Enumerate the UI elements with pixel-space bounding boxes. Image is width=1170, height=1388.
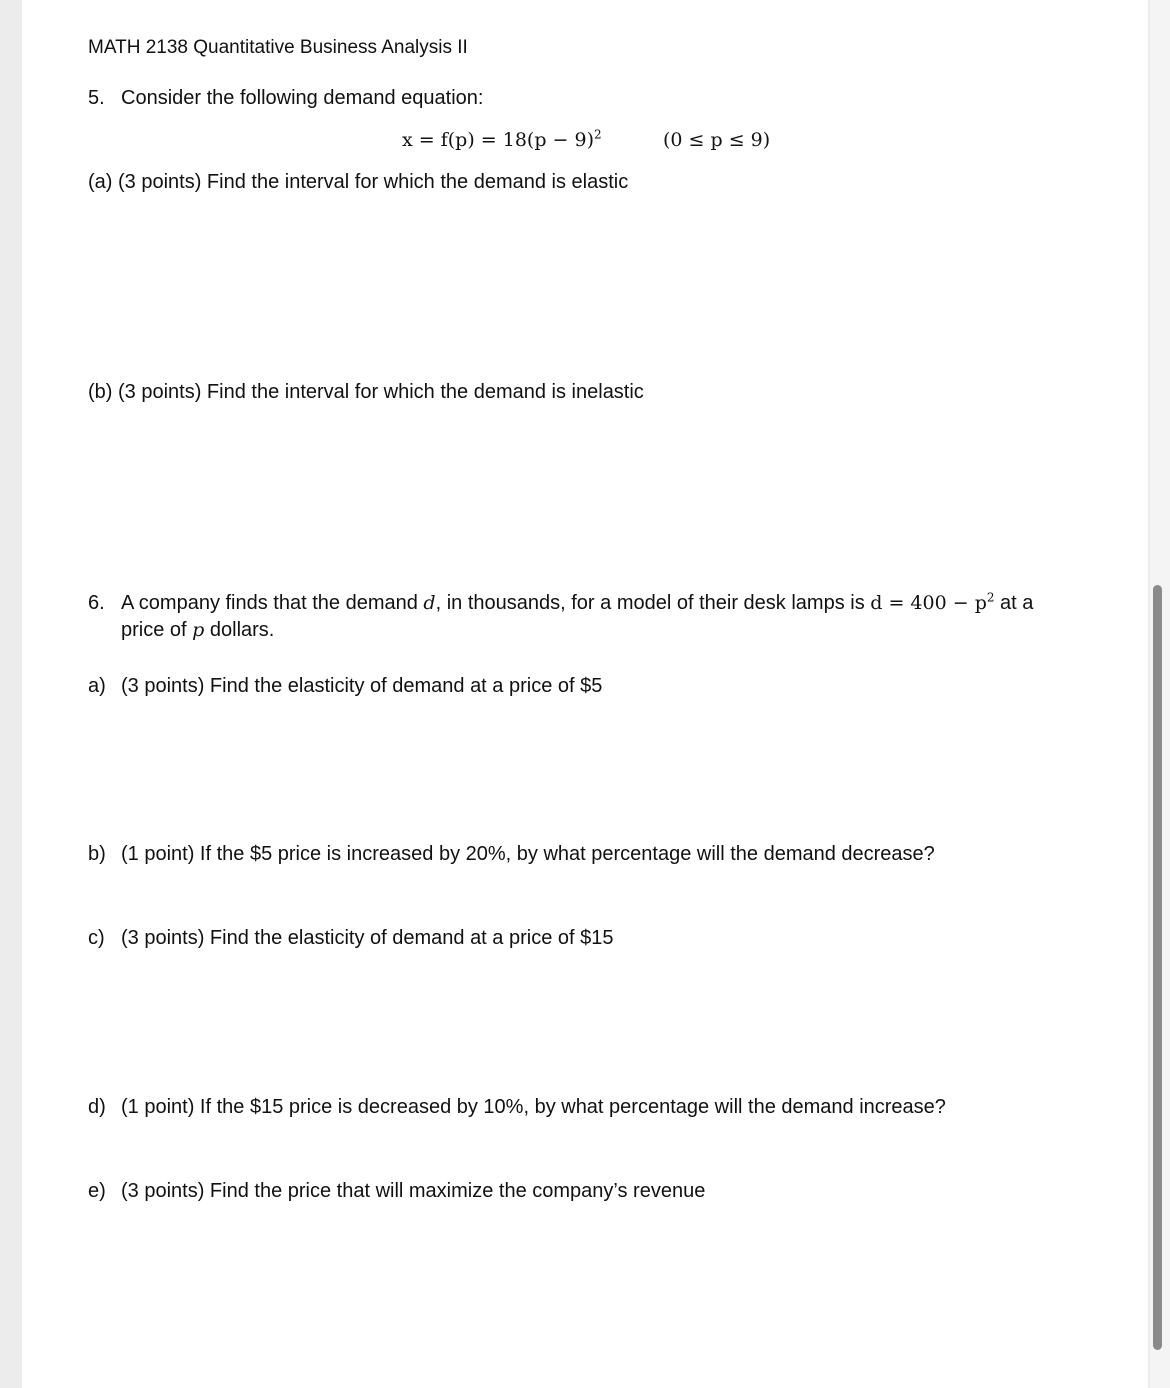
q5-stem: Consider the following demand equation: xyxy=(121,87,484,109)
q6-demand-body: d = 400 − p xyxy=(870,592,987,614)
q5-equation-exponent: 2 xyxy=(594,127,602,142)
q6-text: A company finds that the demand xyxy=(121,592,424,614)
q6-item-label: b) xyxy=(88,843,106,865)
q6-demand-exponent: 2 xyxy=(986,590,995,605)
q5-part-a: (a) (3 points) Find the interval for which the demand is elastic xyxy=(88,171,629,193)
q6-number: 6. xyxy=(88,592,105,614)
q6-text: dollars. xyxy=(204,619,275,641)
q5-equation-body: x = f(p) = 18(p − 9) xyxy=(402,129,594,151)
q6-item-label: e) xyxy=(88,1180,106,1202)
course-header: MATH 2138 Quantitative Business Analysis II xyxy=(88,37,468,58)
q6-item-d: (1 point) If the $15 price is decreased by 10%, by what percentage will the demand increase? xyxy=(121,1096,946,1118)
q6-item-a: (3 points) Find the elasticity of demand at a price of $5 xyxy=(121,675,603,697)
scrollbar-thumb[interactable] xyxy=(1153,585,1162,1350)
q5-number: 5. xyxy=(88,87,105,109)
q6-demand-equation xyxy=(870,592,994,614)
q6-var-d: d xyxy=(423,592,436,614)
q6-item-e: (3 points) Find the price that will maximize the company’s revenue xyxy=(121,1180,706,1202)
q5-part-b: (b) (3 points) Find the interval for which the demand is inelastic xyxy=(88,381,644,403)
q5-equation xyxy=(402,128,602,152)
q6-item-c: (3 points) Find the elasticity of demand at a price of $15 xyxy=(121,927,614,949)
q6-item-b: (1 point) If the $5 price is increased by 20%, by what percentage will the demand decrease? xyxy=(121,843,935,865)
q6-var-p: p xyxy=(192,619,205,641)
q5-domain: (0 ≤ p ≤ 9) xyxy=(663,129,771,151)
q6-item-label: d) xyxy=(88,1096,106,1118)
q6-text: price of xyxy=(121,619,193,641)
q6-text: , in thousands, for a model of their desk lamps is xyxy=(435,592,871,614)
q6-item-label: a) xyxy=(88,675,106,697)
q6-stem-line1 xyxy=(121,591,1033,615)
q6-stem-line2 xyxy=(121,618,274,642)
q6-item-label: c) xyxy=(88,927,105,949)
q6-text: at a xyxy=(994,592,1034,614)
